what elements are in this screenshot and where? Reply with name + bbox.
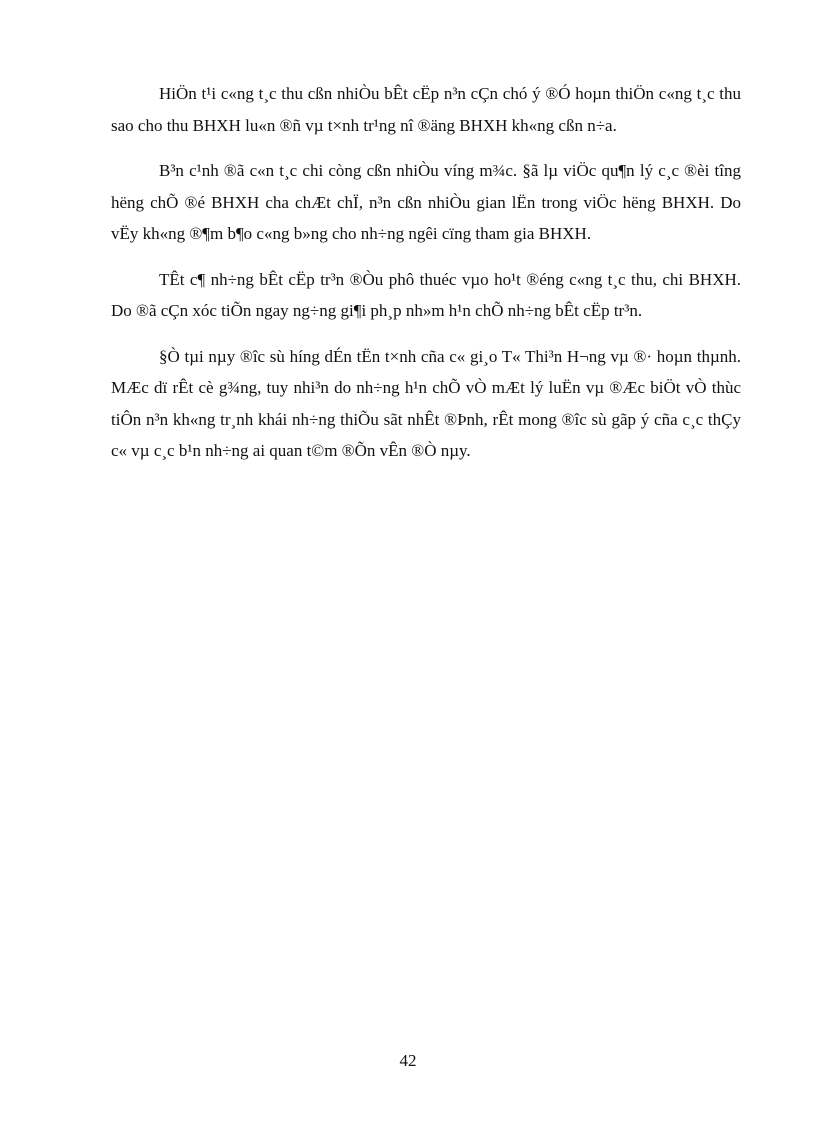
document-body	[111, 78, 741, 481]
paragraph-1: HiÖn t¹i c«ng t¸c thu cßn nhiÒu bÊt cËp n³n cÇn chó ý ®Ó hoµn thiÖn c«ng t¸c thu sao cho thu BHXH lu«n ®ñ vµ t×nh tr¹ng nî ®äng BHXH kh«ng cßn n÷a.	[111, 84, 741, 135]
paragraph-4: §Ò tµi nµy ®îc sù híng dÉn tËn t×nh cña c« gi¸o T« Thi³n H¬ng vµ ®· hoµn thµnh. MÆc dï rÊt cè g¾ng, tuy nhi³n do nh÷ng h¹n chÕ vÒ mÆt lý luËn vµ ®Æc biÖt vÒ thùc tiÔn n³n kh«ng tr¸nh khái nh÷ng thiÕu sãt nhÊt ®Þnh, rÊt mong ®îc sù gãp ý cña c¸c thÇy c« vµ c¸c b¹n nh÷ng ai quan t©m ®Õn vÊn ®Ò nµy.	[111, 346, 741, 460]
page-number: 42	[399, 1051, 417, 1070]
paragraph-3: TÊt c¶ nh÷ng bÊt cËp tr³n ®Òu phô thuéc vµo ho¹t ®éng c«ng t¸c thu, chi BHXH. Do ®ã cÇn xóc tiÕn ngay ng÷ng gi¶i ph¸p nh»m h¹n chÕ nh÷ng bÊt cËp tr³n.	[111, 269, 741, 320]
paragraph-2: B³n c¹nh ®ã c«n t¸c chi còng cßn nhiÒu víng m¾c. §ã lµ viÖc qu¶n lý c¸c ®èi tîng hëng chÕ ®é BHXH cha chÆt chÏ, n³n cßn nhiÒu gian lËn trong viÖc hëng BHXH. Do vËy kh«ng ®¶m b¶o c«ng b»ng cho nh÷ng ngêi cïng tham gia BHXH.	[111, 161, 741, 243]
